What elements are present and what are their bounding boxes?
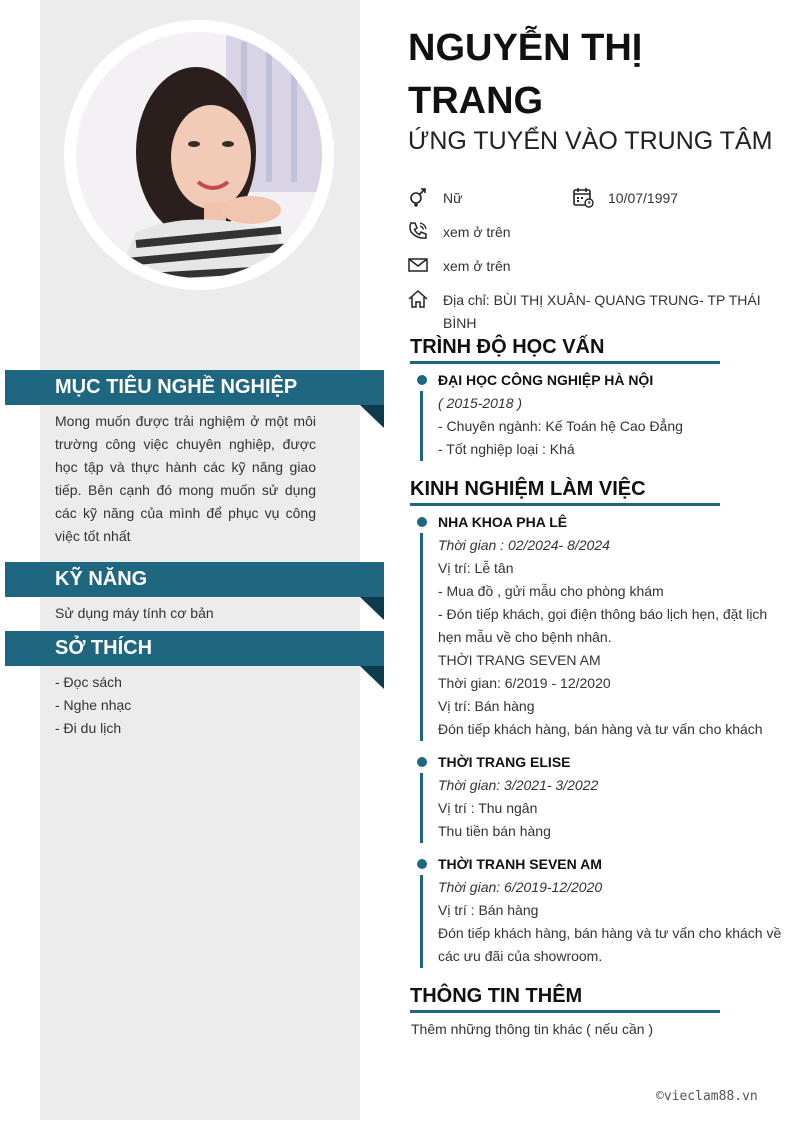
job-entry [438,511,783,741]
company-name: NHA KHOA PHA LÊ [438,514,568,530]
phone-icon [407,220,429,242]
gender-icon [407,186,429,208]
job-line: - Mua đồ , gửi mẫu cho phòng khám [438,583,664,599]
hobby-item: - Đi du lịch [55,720,122,736]
address-value: Địa chỉ: BÙI THỊ XUÂN- QUANG TRUNG- TP THÁI BÌNH [443,292,761,331]
phone-value: xem ở trên [443,224,511,240]
email-value: xem ở trên [443,258,511,274]
timeline-line [420,391,423,461]
timeline-line [420,875,423,968]
hobby-item: - Đọc sách [55,674,122,690]
company-name: THỜI TRANG ELISE [438,754,571,770]
job-line: - Đón tiếp khách, gọi điện thông báo lịch hẹn, đặt lịch hẹn mẫu về cho bệnh nhân. [438,606,768,645]
timeline-dot [417,517,427,527]
applied-position: ỨNG TUYỂN VÀO TRUNG TÂM [408,127,773,155]
job-line: Thời gian: 6/2019 - 12/2020 [438,675,611,691]
timeline-dot [417,859,427,869]
job-period: Thời gian: 6/2019-12/2020 [438,879,603,895]
hobby-item: - Nghe nhạc [55,697,132,713]
job-entry [438,853,783,968]
job-line: Đón tiếp khách hàng, bán hàng và tư vấn cho khách [438,721,763,737]
job-line: Vị trí: Lễ tân [438,560,514,576]
education-line: - Tốt nghiệp loại : Khá [438,441,575,457]
job-period: Thời gian: 3/2021- 3/2022 [438,777,599,793]
avatar [76,32,322,278]
job-line: THỜI TRANG SEVEN AM [438,652,601,668]
timeline-dot [417,375,427,385]
hobbies-list [55,671,316,740]
extra-title: THÔNG TIN THÊM [410,982,720,1013]
job-line: Thu tiền bán hàng [438,823,551,839]
job-line: Đón tiếp khách hàng, bán hàng và tư vấn cho khách về các ưu đãi của showroom. [438,925,782,964]
objective-text: Mong muốn được trải nghiệm ở một môi trường công việc chuyên nghiệp, được học tập và thực hành các kỹ năng giao tiếp. Bên cạnh đó mong muốn sử dụng các kỹ năng của mình để phục vụ công việc tốt nhất [55,413,316,544]
job-line: Vị trí : Bán hàng [438,902,539,918]
education-title: TRÌNH ĐỘ HỌC VẤN [410,333,720,364]
ribbon-fold [360,405,384,428]
skills-text: Sử dụng máy tính cơ bản [55,605,214,621]
gender-value: Nữ [443,190,463,206]
job-line: Vị trí: Bán hàng [438,698,535,714]
birthday-value: 10/07/1997 [608,190,679,206]
objective-title: MỤC TIÊU NGHỀ NGHIỆP [5,370,384,405]
home-icon [407,288,429,310]
timeline-line [420,533,423,741]
job-period: Thời gian : 02/2024- 8/2024 [438,537,610,553]
school-name: ĐẠI HỌC CÔNG NGHIỆP HÀ NỘI [438,372,654,388]
ribbon-fold [360,597,384,620]
skills-title: KỸ NĂNG [5,562,384,597]
candidate-name: NGUYỄN THỊ TRANG [408,27,643,122]
watermark: ©vieclam88.vn [656,1089,758,1104]
calendar-icon [572,186,594,208]
email-icon [407,254,429,276]
job-entry [438,751,783,843]
timeline-line [420,773,423,843]
company-name: THỜI TRANH SEVEN AM [438,856,602,872]
experience-title: KINH NGHIỆM LÀM VIỆC [410,475,720,506]
education-line: - Chuyên ngành: Kế Toán hệ Cao Đẳng [438,418,683,434]
job-line: Vị trí : Thu ngân [438,800,538,816]
timeline-dot [417,757,427,767]
education-entry [438,369,783,461]
ribbon-fold [360,666,384,689]
education-period: ( 2015-2018 ) [438,395,523,411]
hobbies-title: SỞ THÍCH [5,631,384,666]
extra-text: Thêm những thông tin khác ( nếu cần ) [411,1021,654,1037]
